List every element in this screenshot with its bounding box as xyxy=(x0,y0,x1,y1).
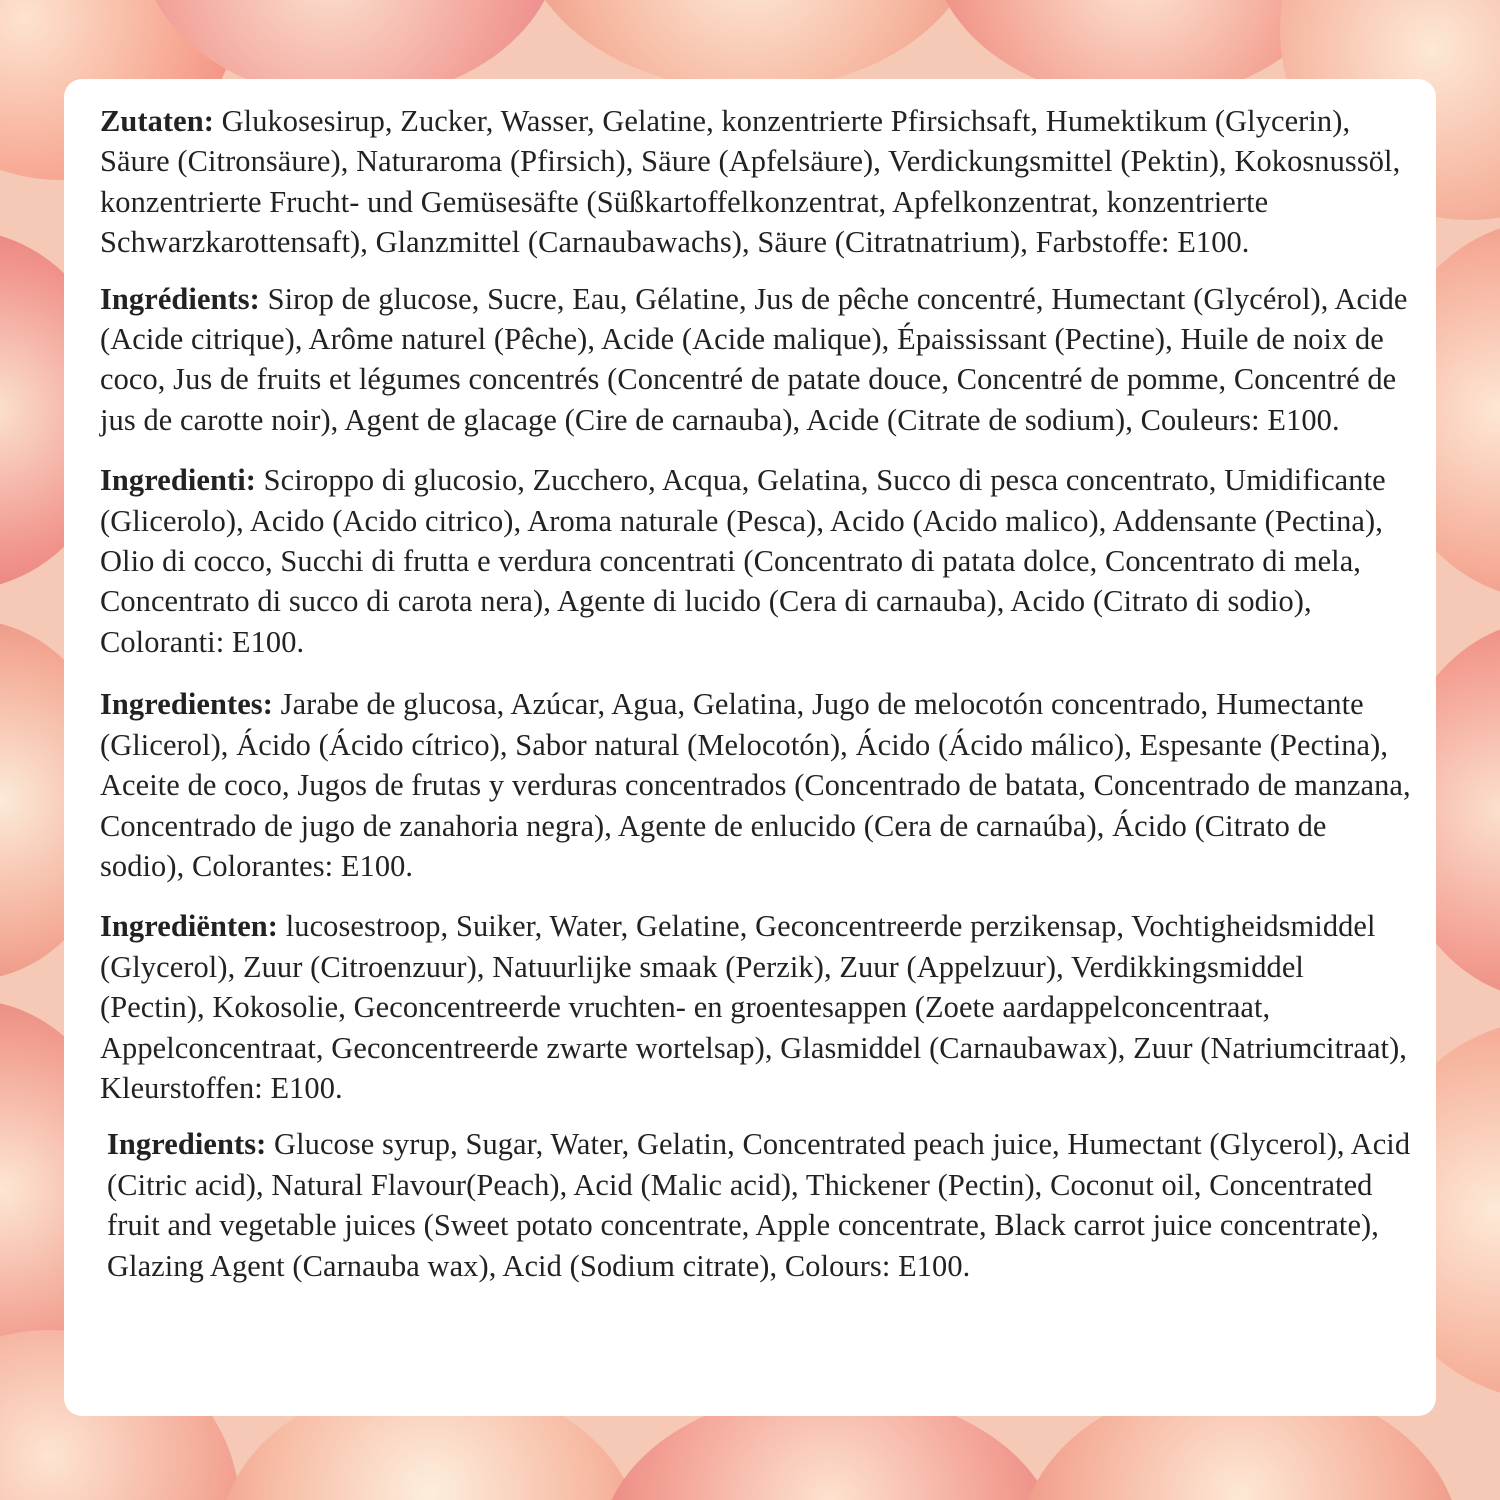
ingredients-dutch xyxy=(100,906,1412,1108)
ingredients-italian xyxy=(100,460,1412,662)
ingredients-card xyxy=(64,79,1436,1416)
section-text: lucosestroop, Suiker, Water, Gelatine, Geconcentreerde perzikensap, Vochtigheidsmiddel (Glycerol), Zuur (Citroenzuur), Natuurlijke smaak (Perzik), Zuur (Appelzuur), Verdikkingsmiddel (Pectin), Kokosolie, Geconcentreerde vruchten- en groentesappen (Zoete aardappelconcentraat, Appelconcentraat, Geconcentreerde zwarte wortelsap), Glasmiddel (Carnaubawax), Zuur (Natriumcitraat), Kleurstoffen: E100. xyxy=(100,909,1407,1105)
peach-image xyxy=(520,0,980,90)
ingredients-spanish xyxy=(100,684,1412,886)
ingredients-english xyxy=(100,1124,1412,1286)
section-label: Ingrediënten: xyxy=(100,909,279,944)
section-label: Ingrédients: xyxy=(100,281,260,316)
section-label: Ingredientes: xyxy=(100,687,273,722)
section-label: Ingredients: xyxy=(107,1127,267,1162)
ingredients-german xyxy=(100,101,1412,263)
section-text: Glukosesirup, Zucker, Wasser, Gelatine, konzentrierte Pfirsichsaft, Humektikum (Glycerin), Säure (Citronsäure), Naturaroma (Pfirsich), Säure (Apfelsäure), Verdickungsmittel (Pektin), Kokosnussöl, konzentrierte Frucht- und Gemüsesäfte (Süßkartoffelkonzentrat, Apfelkonzentrat, konzentrierte Schwarzkarottensaft), Glanzmittel (Carnaubawachs), Säure (Citratnatrium), Farbstoffe: E100. xyxy=(100,104,1401,260)
section-text: Sciroppo di glucosio, Zucchero, Acqua, Gelatina, Succo di pesca concentrato, Umidificante (Glicerolo), Acido (Acido citrico), Aroma naturale (Pesca), Acido (Acido malico), Addensante (Pectina), Olio di cocco, Succhi di frutta e verdura concentrati (Concentrato di patata dolce, Concentrato di mela, Concentrato di succo di carota nera), Agente di lucido (Cera di carnauba), Acido (Citrato di sodio), Coloranti: E100. xyxy=(100,463,1386,659)
section-text: Jarabe de glucosa, Azúcar, Agua, Gelatina, Jugo de melocotón concentrado, Humectante (Glicerol), Ácido (Ácido cítrico), Sabor natural (Melocotón), Ácido (Ácido málico), Espesante (Pectina), Aceite de coco, Jugos de frutas y verduras concentrados (Concentrado de batata, Concentrado de manzana, Concentrado de jugo de zanahoria negra), Agente de enlucido (Cera de carnaúba), Ácido (Citrato de sodio), Colorantes: E100. xyxy=(100,687,1411,883)
section-label: Ingredienti: xyxy=(100,463,256,498)
section-label: Zutaten: xyxy=(100,104,214,138)
section-text: Sirop de glucose, Sucre, Eau, Gélatine, Jus de pêche concentré, Humectant (Glycérol), Acide (Acide citrique), Arôme naturel (Pêche), Acide (Acide malique), Épaississant (Pectine), Huile de noix de coco, Jus de fruits et légumes concentrés (Concentré de patate douce, Concentré de pomme, Concentré de jus de carotte noir), Agent de glacage (Cire de carnauba), Acide (Citrate de sodium), Couleurs: E100. xyxy=(100,281,1408,437)
ingredients-french xyxy=(100,279,1412,441)
section-text: Glucose syrup, Sugar, Water, Gelatin, Concentrated peach juice, Humectant (Glycerol), Acid (Citric acid), Natural Flavour(Peach), Acid (Malic acid), Thickener (Pectin), Coconut oil, Concentrated fruit and vegetable juices (Sweet potato concentrate, Apple concentrate, Black carrot juice concentrate), Glazing Agent (Carnauba wax), Acid (Sodium citrate), Colours: E100. xyxy=(107,1127,1411,1283)
